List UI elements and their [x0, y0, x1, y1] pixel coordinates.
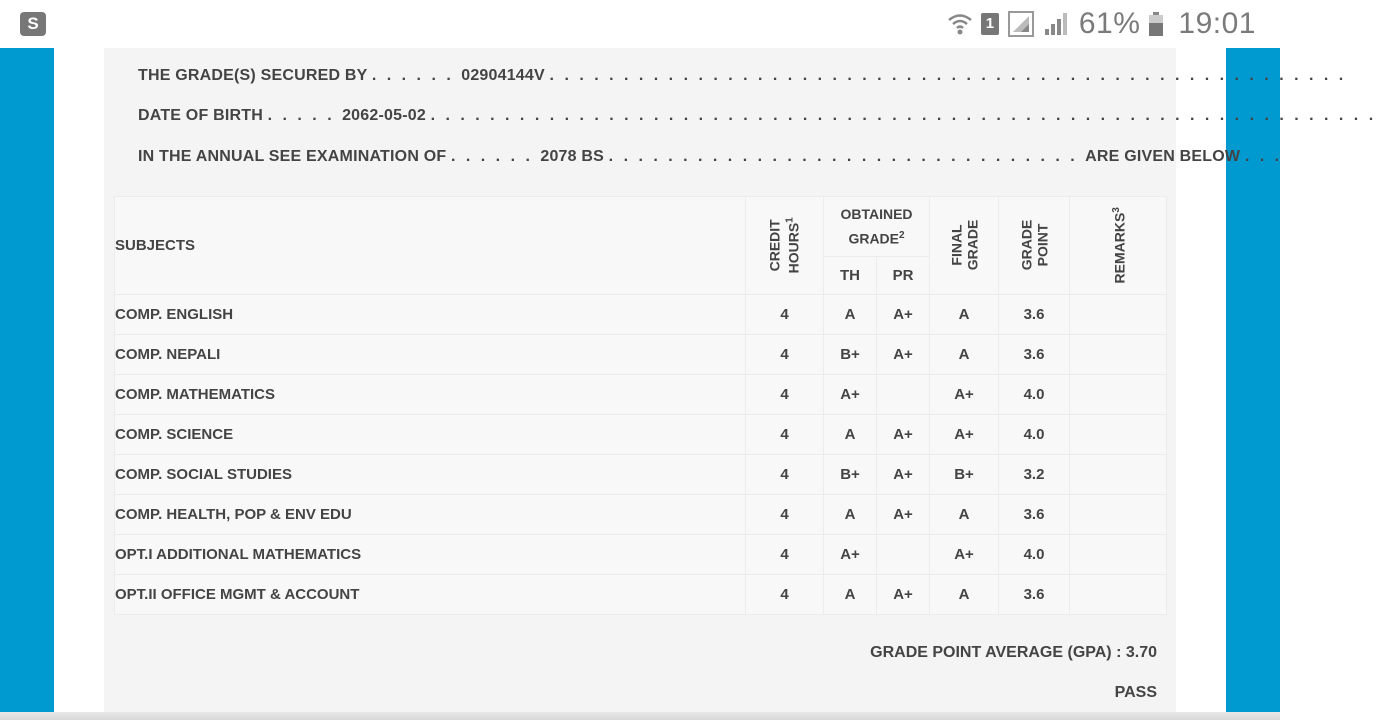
remarks-cell [1070, 375, 1167, 415]
subject-cell: COMP. ENGLISH [115, 295, 746, 335]
th-grade-cell: A [824, 295, 877, 335]
th-grade-cell: A [824, 575, 877, 615]
remarks-cell [1070, 415, 1167, 455]
subject-cell: COMP. SCIENCE [115, 415, 746, 455]
table-row [115, 415, 1167, 455]
remarks-cell [1070, 295, 1167, 335]
credit-cell: 4 [746, 415, 824, 455]
pr-grade-cell: A+ [877, 415, 930, 455]
app-notification-icon: S [20, 12, 46, 36]
remarks-cell [1070, 455, 1167, 495]
th-grade-cell: A [824, 415, 877, 455]
battery-icon [1148, 11, 1164, 37]
table-row [115, 375, 1167, 415]
subject-cell: COMP. NEPALI [115, 335, 746, 375]
grade-point-cell: 3.2 [999, 455, 1070, 495]
left-side-panel [0, 48, 54, 720]
subject-cell: COMP. MATHEMATICS [115, 375, 746, 415]
symbol-number: 02904144V [461, 67, 545, 84]
grade-point-cell: 4.0 [999, 535, 1070, 575]
exam-line: IN THE ANNUAL SEE EXAMINATION OF . . . . . . 2078 BS . . . . . . . . . . . . . . . . . . . . . . . . . . . . . . . . ARE GIVEN BELOW . . . [138, 148, 1283, 165]
final-grade-cell: A [930, 335, 999, 375]
exam-label: IN THE ANNUAL SEE EXAMINATION OF [138, 148, 447, 165]
final-grade-header: FINAL GRADE [930, 197, 999, 295]
credit-hours-header: CREDIT HOURS$^1$ [746, 197, 824, 295]
th-grade-cell: A+ [824, 375, 877, 415]
clock: 19:01 [1178, 7, 1256, 40]
dob-line: DATE OF BIRTH . . . . . 2062-05-02 . . . . . . . . . . . . . . . . . . . . . . . . . . . . . . . . . . . . . . . . . . . . . . . . . . . . . . . . . . . . . . . . [138, 107, 1376, 124]
subject-cell: COMP. HEALTH, POP & ENV EDU [115, 495, 746, 535]
credit-cell: 4 [746, 575, 824, 615]
subject-cell: OPT.II OFFICE MGMT & ACCOUNT [115, 575, 746, 615]
grade-point-cell: 4.0 [999, 375, 1070, 415]
final-grade-cell: A [930, 295, 999, 335]
final-grade-cell: A+ [930, 375, 999, 415]
final-grade-cell: A [930, 575, 999, 615]
pr-grade-cell: A+ [877, 295, 930, 335]
signal-sim1-icon [1007, 10, 1035, 38]
remarks-cell [1070, 335, 1167, 375]
grade-point-cell: 4.0 [999, 415, 1070, 455]
secured-by-line: THE GRADE(S) SECURED BY . . . . . . 02904144V . . . . . . . . . . . . . . . . . . . . . . . . . . . . . . . . . . . . . . . . . . . . . . . . . . . . . . [138, 67, 1347, 84]
credit-cell: 4 [746, 495, 824, 535]
gpa-text: GRADE POINT AVERAGE (GPA) : 3.70 [870, 644, 1157, 661]
status-icons [947, 6, 1256, 42]
table-row [115, 535, 1167, 575]
th-grade-cell: B+ [824, 335, 877, 375]
subject-cell: OPT.I ADDITIONAL MATHEMATICS [115, 535, 746, 575]
grades-table [114, 196, 1167, 615]
grade-point-header: GRADE POINT [999, 197, 1070, 295]
signal-sim2-icon [1043, 11, 1071, 37]
credit-cell: 4 [746, 295, 824, 335]
credit-cell: 4 [746, 375, 824, 415]
pr-grade-cell [877, 375, 930, 415]
table-row [115, 455, 1167, 495]
dob-label: DATE OF BIRTH [138, 107, 263, 124]
subject-cell: COMP. SOCIAL STUDIES [115, 455, 746, 495]
result-text: PASS [1114, 684, 1157, 701]
subjects-header: SUBJECTS [115, 197, 746, 295]
page-viewport[interactable] [54, 48, 1376, 720]
pr-grade-cell: A+ [877, 575, 930, 615]
table-row [115, 335, 1167, 375]
table-row [115, 495, 1167, 535]
grade-point-cell: 3.6 [999, 575, 1070, 615]
pr-grade-cell [877, 535, 930, 575]
status-bar [0, 0, 1280, 48]
remarks-header: REMARKS$^3$ [1070, 197, 1167, 295]
th-header: TH [824, 257, 877, 295]
remarks-cell [1070, 495, 1167, 535]
grade-point-cell: 3.6 [999, 295, 1070, 335]
grade-point-cell: 3.6 [999, 335, 1070, 375]
credit-cell: 4 [746, 335, 824, 375]
final-grade-cell: A+ [930, 415, 999, 455]
grade-point-cell: 3.6 [999, 495, 1070, 535]
th-grade-cell: A+ [824, 535, 877, 575]
obtained-grade-header: OBTAINED GRADE$^2$ [824, 197, 930, 257]
table-row [115, 575, 1167, 615]
credit-cell: 4 [746, 455, 824, 495]
table-row [115, 295, 1167, 335]
secured-label: THE GRADE(S) SECURED BY [138, 67, 368, 84]
pr-grade-cell: A+ [877, 335, 930, 375]
final-grade-cell: A+ [930, 535, 999, 575]
pr-grade-cell: A+ [877, 495, 930, 535]
pr-grade-cell: A+ [877, 455, 930, 495]
bottom-shadow [0, 712, 1280, 720]
sim-one-icon: 1 [981, 13, 999, 35]
pr-header: PR [877, 257, 930, 295]
wifi-icon [947, 11, 973, 37]
given-below-label: ARE GIVEN BELOW [1085, 148, 1241, 165]
final-grade-cell: A [930, 495, 999, 535]
final-grade-cell: B+ [930, 455, 999, 495]
credit-cell: 4 [746, 535, 824, 575]
remarks-cell [1070, 575, 1167, 615]
exam-year: 2078 BS [540, 148, 605, 165]
th-grade-cell: A [824, 495, 877, 535]
remarks-cell [1070, 535, 1167, 575]
th-grade-cell: B+ [824, 455, 877, 495]
battery-percent: 61% [1078, 7, 1141, 40]
dob-value: 2062-05-02 [342, 107, 426, 124]
